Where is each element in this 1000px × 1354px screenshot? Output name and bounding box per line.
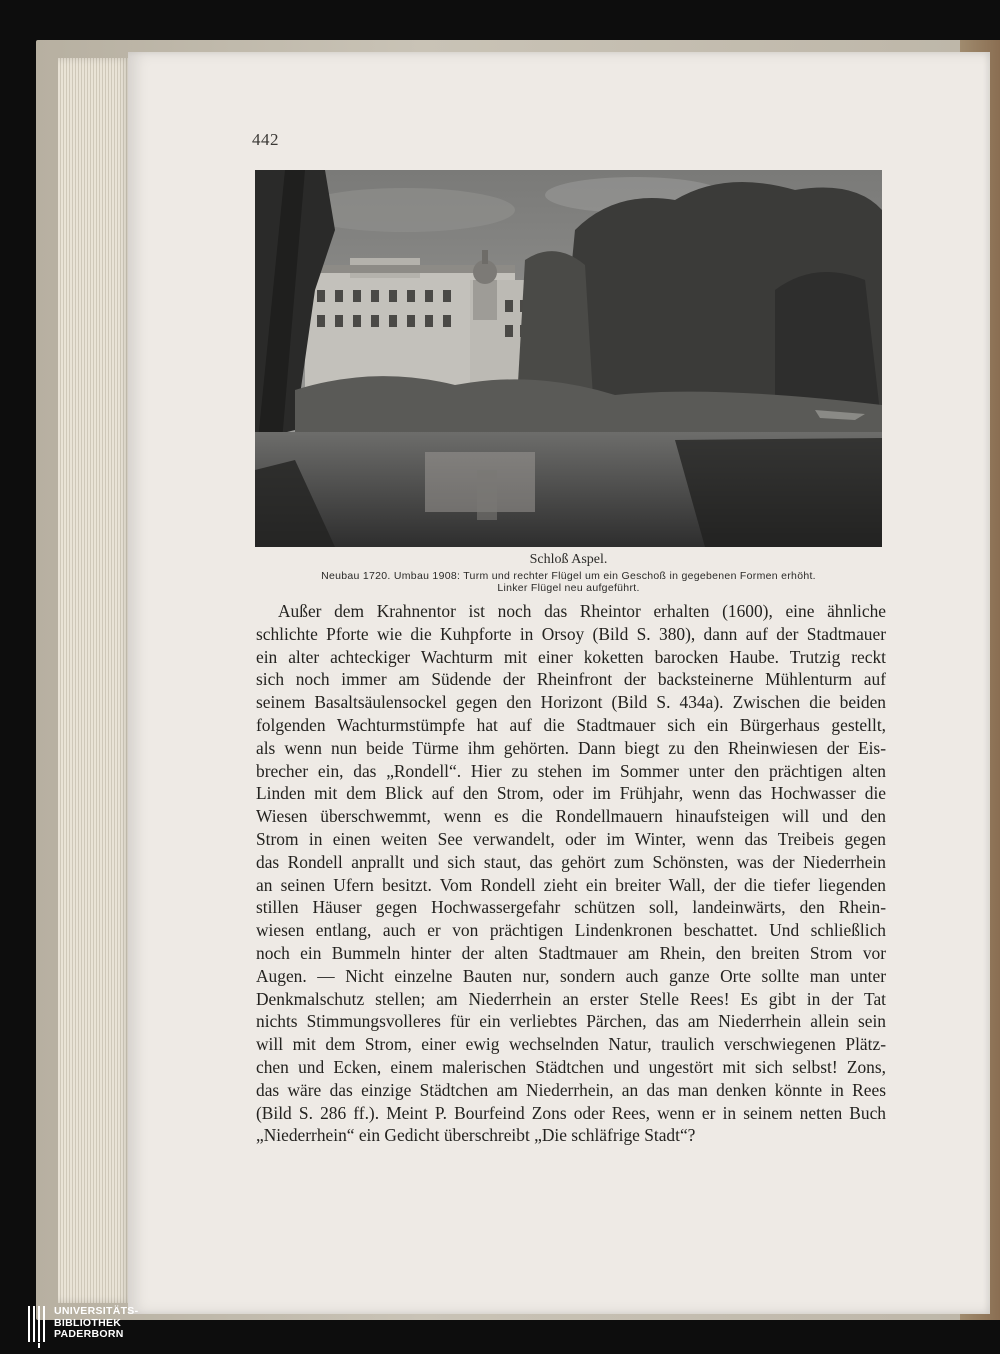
text-line: Denkmalschutz stellen; am Niederrhein an erster Stelle Rees! Es gibt in der Tat (256, 988, 886, 1009)
body-text (256, 600, 886, 1147)
text-line: seinem Basaltsäulensockel gegen den Horizont (Bild S. 434a). Zwischen die beiden (256, 692, 886, 713)
text-line: Wiesen überschwemmt, wenn es die Rondellmauern hinaufsteigen will und den (256, 806, 886, 827)
library-logo (28, 1304, 228, 1348)
page-edges (58, 58, 132, 1303)
text-line: will mit dem Strom, einer ewig wechselnden Natur, traulich verschwiegenen Plätz- (256, 1034, 886, 1055)
text-line: folgenden Wachturmstümpfe hat auf die Stadtmauer sich ein Bürgerhaus gestellt, (256, 714, 886, 735)
logo-line: UNIVERSITÄTS- (54, 1305, 139, 1317)
text-line: als wenn nun beide Türme ihm gehörten. Dann biegt zu den Rheinwiesen der Eis- (256, 737, 886, 758)
text-line: stillen Häuser gegen Hochwassergefahr schützen soll, landeinwärts, den Rhein- (256, 897, 886, 918)
text-line: Augen. — Nicht einzelne Bauten nur, sondern auch ganze Orte sollte man unter (256, 965, 886, 986)
text-line: nichts Stimmungsvolleres für ein verliebtes Pärchen, das am Niederrhein allein sein (256, 1011, 886, 1032)
logo-line: BIBLIOTHEK (54, 1316, 122, 1329)
text-line: das wäre das einzige Städtchen am Niederrhein, an das man denken könnte in Rees (256, 1079, 886, 1100)
text-line: wiesen entlang, auch er von prächtigen Lindenkronen beschattet. Und schließlich (256, 920, 886, 941)
text-line: ein alter achteckiger Wachturm mit einer koketten barocken Haube. Trutzig reckt (256, 646, 886, 667)
text-line: Außer dem Krahnentor ist noch das Rheintor erhalten (1600), eine ähnliche (278, 601, 886, 621)
text-line: chen und Ecken, einem malerischen Städtchen und ungestört mit sich selbst! Zons, (256, 1056, 886, 1077)
logo-bars-icon (28, 1306, 50, 1348)
figure-caption-line: Linker Flügel neu aufgeführt. (497, 582, 640, 594)
text-line: sich noch immer am Südende der Rheinfront der backsteinerne Mühlenturm auf (256, 669, 886, 690)
figure-title: Schloß Aspel. (529, 552, 608, 567)
text-line: an seinen Ufern besitzt. Vom Rondell zieht ein breiter Wall, der die tiefer liegenden (256, 874, 886, 895)
text-line: noch ein Bummeln hinter der alten Stadtmauer am Rhein, den breiten Strom vor (256, 942, 886, 963)
figure-caption-line: Neubau 1720. Umbau 1908: Turm und rechter Flügel um ein Geschoß in gegebenen Formen erhöht. (321, 570, 816, 582)
text-line: (Bild S. 286 ff.). Meint P. Bourfeind Zons oder Rees, wenn er in seinem netten Buch (256, 1102, 886, 1123)
text-line: Strom in einen weiten See verwandelt, oder im Winter, wenn das Treibeis gegen (256, 828, 886, 849)
page-number: 442 (252, 130, 279, 149)
text-line: brecher ein, das „Rondell“. Hier zu stehen im Sommer unter den prächtigen alten (256, 760, 886, 781)
castle-photograph (255, 170, 882, 547)
text-line: das Rondell anprallt und sich staut, das gehört zum Schönsten, was der Niederrhein (256, 851, 886, 872)
text-line: Linden mit dem Blick auf den Strom, oder im Frühjahr, wenn das Hochwasser die (256, 783, 886, 804)
text-line: „Niederrhein“ ein Gedicht überschreibt „Die schläfrige Stadt“? (256, 1125, 696, 1146)
text-line: schlichte Pforte wie die Kuhpforte in Orsoy (Bild S. 380), dann auf der Stadtmauer (256, 623, 886, 644)
logo-text (54, 1306, 138, 1341)
logo-line: PADERBORN (54, 1328, 124, 1340)
